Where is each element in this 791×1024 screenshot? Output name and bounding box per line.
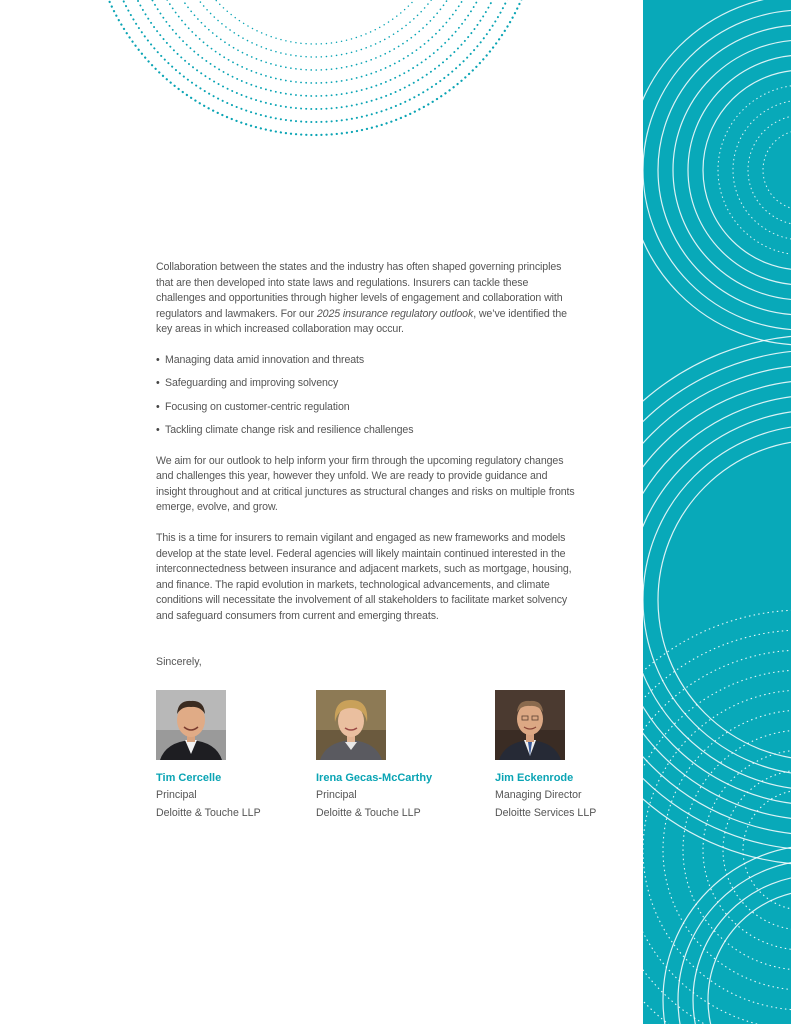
portrait-photo (316, 690, 386, 760)
list-item: • Safeguarding and improving solvency (156, 376, 576, 392)
signatory-title: Principal (316, 789, 357, 801)
list-item: • Managing data amid innovation and threats (156, 353, 576, 369)
intro-paragraph (156, 260, 576, 338)
letter-body (156, 260, 576, 624)
signatory-org: Deloitte & Touche LLP (316, 807, 421, 819)
signatory-org: Deloitte & Touche LLP (156, 807, 261, 819)
signatory-name: Irena Gecas-McCarthy (316, 772, 433, 784)
portrait-photo (156, 690, 226, 760)
signatory-tim-cercelle (156, 690, 306, 822)
list-item: • Focusing on customer-centric regulation (156, 400, 576, 416)
intro-text-end: , we’ve identified the key areas in which increased collaboration may occur. (156, 307, 567, 335)
signatory-jim-eckenrode (495, 690, 645, 822)
list-item: • Tackling climate change risk and resilience challenges (156, 423, 576, 439)
focus-areas-list (156, 353, 576, 438)
signatory-irena-gecas-mccarthy (316, 690, 466, 822)
signatory-name: Tim Cercelle (156, 772, 222, 784)
signatory-title: Principal (156, 789, 197, 801)
side-panel (643, 0, 791, 1024)
portrait-photo (495, 690, 565, 760)
closing: Sincerely, (156, 656, 202, 668)
side-panel-arcs (643, 0, 791, 1024)
signatory-title: Managing Director (495, 789, 582, 801)
signatory-org: Deloitte Services LLP (495, 807, 597, 819)
signatory-name: Jim Eckenrode (495, 772, 574, 784)
paragraph-vigilance: This is a time for insurers to remain vigilant and engaged as new frameworks and models develop at the state level. Federal agencies will likely maintain continued interested in the interconnectedness between insurance and adjacent markets, such as mortgage, housing, and finance. The rapid evolution in markets, technological advancements, and climate conditions will necessitate the involvement of all stakeholders to facilitate market solvency and safeguard consumers from current and emerging threats. (156, 532, 572, 622)
paragraph-outlook: We aim for our outlook to help inform your firm through the upcoming regulatory changes and challenges this year, however they unfold. We are ready to provide guidance and insight throughout and at critical junctures as structural changes and risks on multiple fronts emerge, evolve, and grow. (156, 454, 575, 514)
decorative-dot-arcs (0, 0, 643, 260)
report-title-italic: 2025 insurance regulatory outlook (316, 307, 474, 320)
intro-text: Collaboration between the states and the industry has often shaped governing principles that are then developed into state laws and regulations. Insurers can tackle these challenges and opportunities through higher levels of engagement and collaboration with regulators and lawmakers. For our (156, 261, 563, 320)
